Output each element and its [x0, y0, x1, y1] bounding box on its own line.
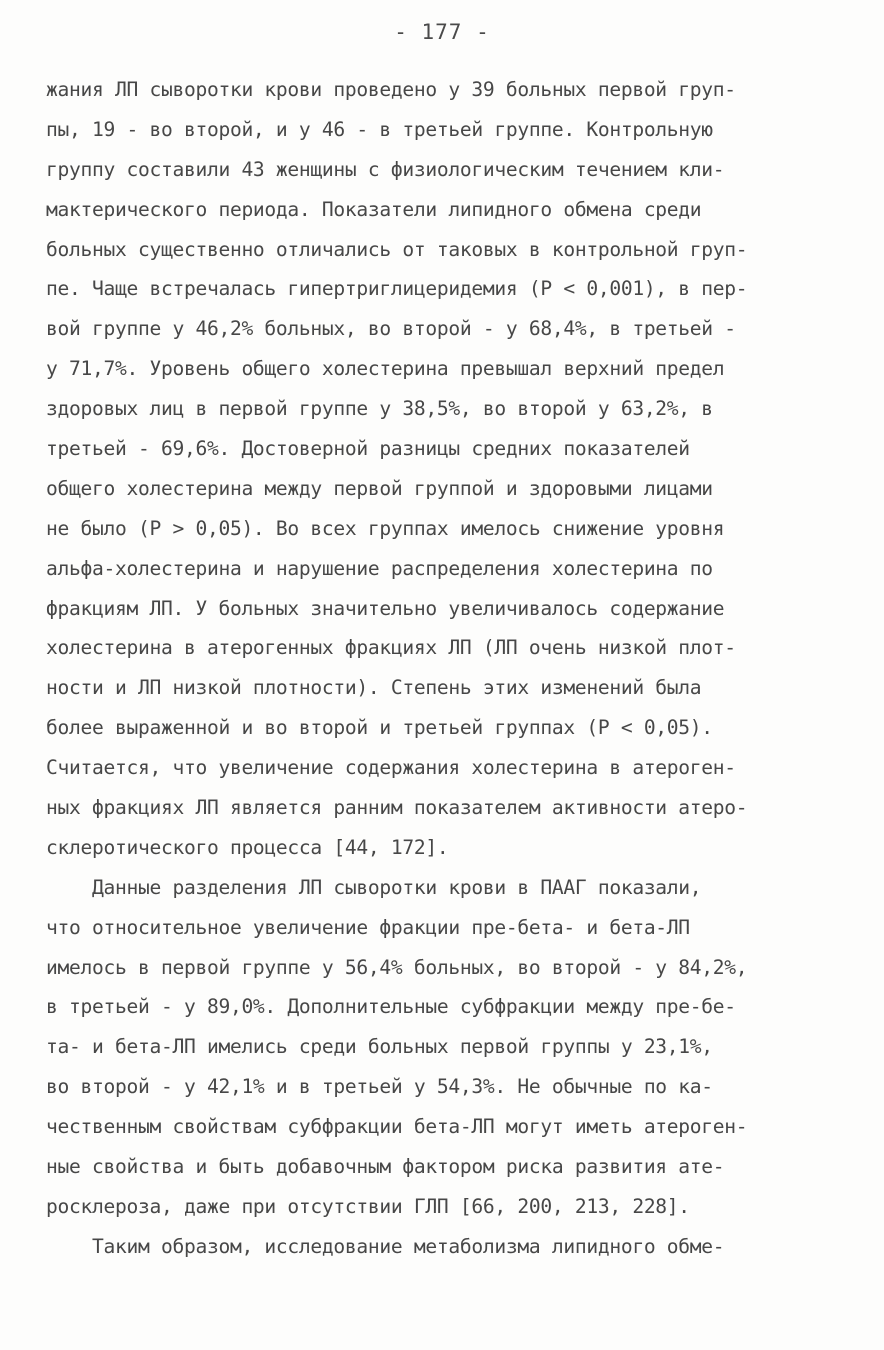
body-text	[46, 70, 846, 1267]
text-line: больных существенно отличались от таковых в контрольной груп-	[46, 237, 748, 261]
text-line: альфа-холестерина и нарушение распределения холестерина по	[46, 556, 713, 580]
text-line: ных фракциях ЛП является ранним показателем активности атеро-	[46, 796, 748, 820]
text-line: Данные разделения ЛП сыворотки крови в ПААГ показали,	[46, 875, 702, 899]
text-line: в третьей - у 89,0%. Дополнительные субфракции между пре-бе-	[46, 995, 736, 1019]
text-line: не было (P > 0,05). Во всех группах имелось снижение уровня	[46, 516, 725, 540]
text-line: пы, 19 - во второй, и у 46 - в третьей группе. Контрольную	[46, 117, 713, 141]
text-line: холестерина в атерогенных фракциях ЛП (ЛП очень низкой плот-	[46, 636, 736, 660]
text-line: общего холестерина между первой группой и здоровыми лицами	[46, 476, 713, 500]
text-line: третьей - 69,6%. Достоверной разницы средних показателей	[46, 437, 690, 461]
text-line: у 71,7%. Уровень общего холестерина превышал верхний предел	[46, 357, 725, 381]
text-line: Таким образом, исследование метаболизма липидного обме-	[46, 1234, 725, 1258]
text-line: та- и бета-ЛП имелись среди больных первой группы у 23,1%,	[46, 1035, 713, 1059]
text-line: росклероза, даже при отсутствии ГЛП [66, 200, 213, 228].	[46, 1194, 690, 1218]
text-line: жания ЛП сыворотки крови проведено у 39 больных первой груп-	[46, 78, 736, 101]
text-line: мактерического периода. Показатели липидного обмена среди	[46, 197, 702, 221]
text-line: более выраженной и во второй и третьей группах (P < 0,05).	[46, 716, 713, 740]
text-line: во второй - у 42,1% и в третьей у 54,3%. Не обычные по ка-	[46, 1075, 713, 1099]
text-line: ные свойства и быть добавочным фактором риска развития ате-	[46, 1155, 725, 1179]
text-line: здоровых лиц в первой группе у 38,5%, во второй у 63,2%, в	[46, 397, 713, 421]
text-line: ности и ЛП низкой плотности). Степень этих изменений была	[46, 676, 702, 700]
page-number: - 177 -	[394, 20, 490, 44]
text-line: Считается, что увеличение содержания холестерина в атероген-	[46, 756, 736, 780]
text-line: фракциям ЛП. У больных значительно увеличивалось содержание	[46, 596, 725, 620]
text-line: имелось в первой группе у 56,4% больных, во второй - у 84,2%,	[46, 955, 748, 979]
text-line: склеротического процесса [44, 172].	[46, 835, 449, 859]
text-line: чественным свойствам субфракции бета-ЛП могут иметь атероген-	[46, 1115, 748, 1139]
text-line: группу составили 43 женщины с физиологическим течением кли-	[46, 157, 725, 181]
text-line: вой группе у 46,2% больных, во второй - у 68,4%, в третьей -	[46, 317, 736, 341]
text-line: пе. Чаще встречалась гипертриглицеридемия (P < 0,001), в пер-	[46, 277, 748, 301]
text-line: что относительное увеличение фракции пре-бета- и бета-ЛП	[46, 915, 690, 939]
